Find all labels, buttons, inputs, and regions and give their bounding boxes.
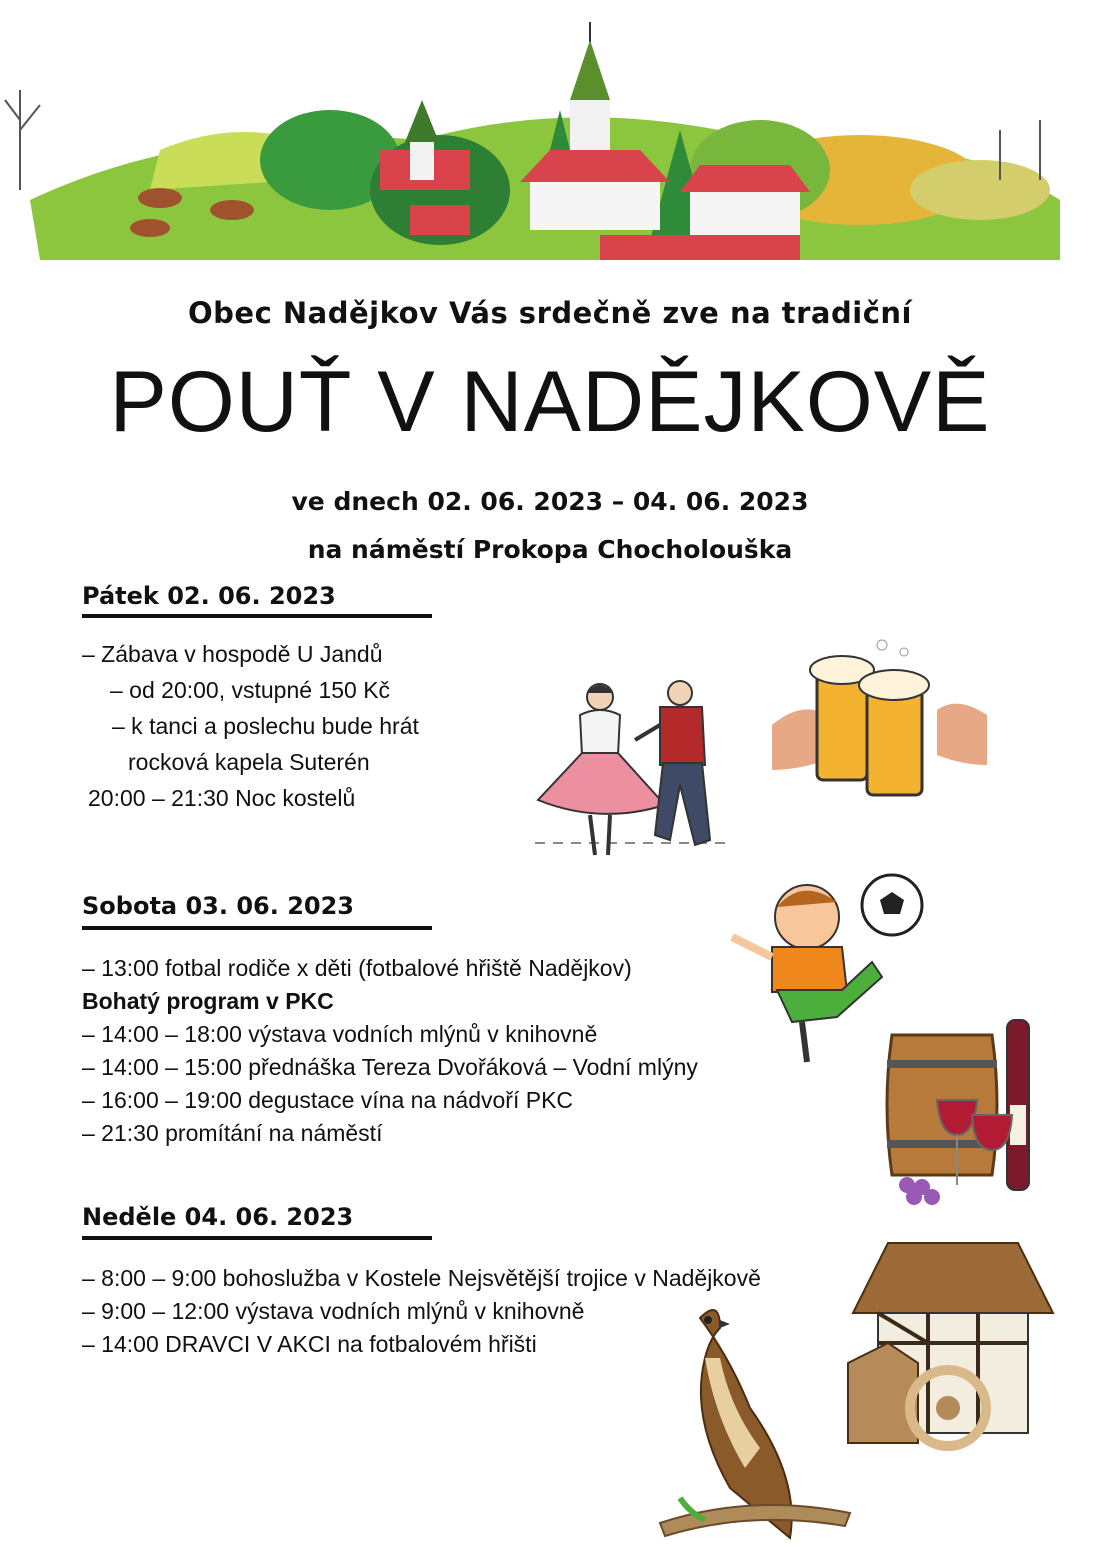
friday-line: – od 20:00, vstupné 150 Kč xyxy=(110,677,391,703)
wine-barrel-illustration xyxy=(882,1015,1047,1205)
saturday-line: Bohatý program v PKC xyxy=(82,988,334,1014)
friday-divider xyxy=(82,614,432,618)
beer-toast-illustration xyxy=(772,630,987,805)
watermill-illustration xyxy=(848,1243,1053,1453)
friday-line: rocková kapela Suterén xyxy=(128,749,370,775)
sunday-line: – 8:00 – 9:00 bohoslužba v Kostele Nejsvětější trojice v Nadějkově xyxy=(82,1265,761,1291)
sunday-line: – 14:00 DRAVCI V AKCI na fotbalovém hřišti xyxy=(82,1331,537,1357)
sunday-line: – 9:00 – 12:00 výstava vodních mlýnů v knihovně xyxy=(82,1298,585,1324)
saturday-line: – 14:00 – 18:00 výstava vodních mlýnů v knihovně xyxy=(82,1021,598,1047)
saturday-line: – 16:00 – 19:00 degustace vína na nádvoří PKC xyxy=(82,1087,574,1113)
sunday-divider xyxy=(82,1236,432,1240)
invite-text: Obec Nadějkov Vás srdečně zve na tradiční xyxy=(188,296,912,330)
friday-line: – Zábava v hospodě U Jandů xyxy=(82,641,383,667)
saturday-line: – 14:00 – 15:00 přednáška Tereza Dvořáková – Vodní mlýny xyxy=(82,1054,698,1080)
saturday-line: – 13:00 fotbal rodiče x děti (fotbalové hřiště Nadějkov) xyxy=(82,955,632,981)
friday-line: 20:00 – 21:30 Noc kostelů xyxy=(88,785,356,811)
event-dates: ve dnech 02. 06. 2023 – 04. 06. 2023 xyxy=(291,487,809,516)
page-title: POUŤ V NADĚJKOVĚ xyxy=(109,354,991,450)
event-place: na náměstí Prokopa Chocholouška xyxy=(307,535,793,564)
hawk-illustration xyxy=(660,1298,850,1548)
saturday-heading: Sobota 03. 06. 2023 xyxy=(82,892,355,920)
friday-heading: Pátek 02. 06. 2023 xyxy=(82,582,336,610)
sunday-heading: Neděle 04. 06. 2023 xyxy=(82,1203,354,1231)
friday-line: – k tanci a poslechu bude hrát xyxy=(112,713,419,739)
village-illustration xyxy=(0,30,1100,270)
event-dates-block xyxy=(0,478,1100,574)
saturday-divider xyxy=(82,926,432,930)
saturday-line: – 21:30 promítání na náměstí xyxy=(82,1120,383,1146)
folk-dancers-illustration xyxy=(530,675,730,875)
